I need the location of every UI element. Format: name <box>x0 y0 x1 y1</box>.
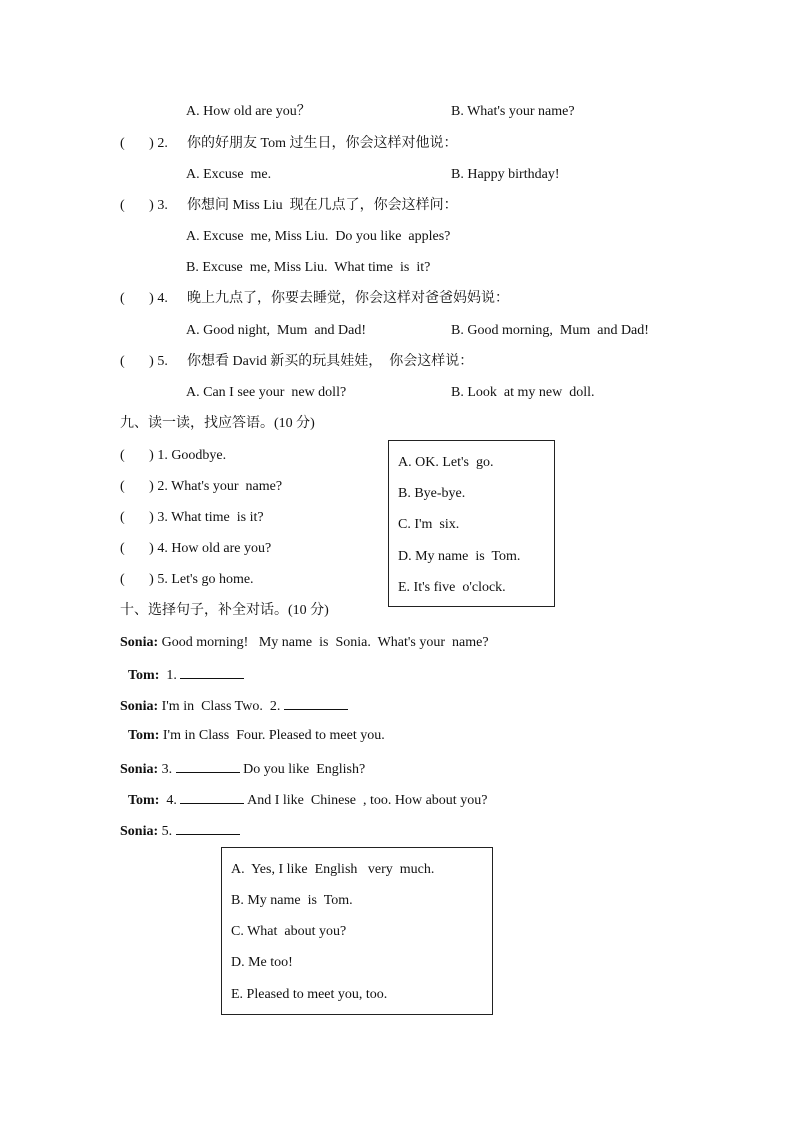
answer-blank[interactable] <box>180 665 244 679</box>
s9-option: D. My name is Tom. <box>398 549 521 564</box>
section10-heading: 十、选择句子，补全对话。(10 分) <box>120 603 329 618</box>
q5-option-b: B. Look at my new doll. <box>451 385 595 400</box>
dialogue-line <box>120 821 240 841</box>
s9-question: ( ) 4. How old are you? <box>120 541 272 556</box>
q1-option-b: B. What's your name? <box>451 104 575 119</box>
dialogue-text: 4. <box>166 793 181 808</box>
speaker: Sonia: <box>120 635 159 650</box>
s9-options-box <box>388 440 555 607</box>
q2-option-b: B. Happy birthday! <box>451 167 560 182</box>
q5-option-a: A. Can I see your new doll? <box>186 385 347 400</box>
s9-question: ( ) 5. Let's go home. <box>120 572 254 587</box>
q2-stem: 你的好朋友 Tom 过生日，你会这样对他说： <box>187 136 458 151</box>
dialogue-line <box>120 696 348 716</box>
dialogue-line <box>128 790 487 810</box>
s9-option: E. It's five o'clock. <box>398 580 506 595</box>
s9-question: ( ) 2. What's your name? <box>120 479 283 494</box>
q5-stem: 你想看 David 新买的玩具娃娃， 你会这样说： <box>187 354 474 369</box>
s10-option: E. Pleased to meet you, too. <box>231 987 388 1002</box>
dialogue-line <box>120 759 365 779</box>
answer-blank[interactable] <box>180 790 244 804</box>
q4-number: ( ) 4. <box>120 291 168 306</box>
answer-blank[interactable] <box>176 759 240 773</box>
q3-option-a: A. Excuse me, Miss Liu. Do you like apples? <box>186 229 451 244</box>
dialogue-line <box>128 727 385 745</box>
dialogue-line <box>128 665 244 685</box>
speaker: Sonia: <box>120 699 159 714</box>
dialogue-text: Do you like English? <box>239 762 366 777</box>
s10-options-box <box>221 847 493 1015</box>
dialogue-text: 1. <box>166 668 181 683</box>
speaker: Sonia: <box>120 824 159 839</box>
q4-option-a: A. Good night, Mum and Dad! <box>186 323 367 338</box>
dialogue-text: And I like Chinese , too. How about you? <box>244 793 488 808</box>
dialogue-text: 5. <box>161 824 176 839</box>
q3-option-b: B. Excuse me, Miss Liu. What time is it? <box>186 260 431 275</box>
answer-blank[interactable] <box>284 696 348 710</box>
s9-question: ( ) 1. Goodbye. <box>120 448 227 463</box>
speaker: Sonia: <box>120 762 159 777</box>
s9-option: C. I'm six. <box>398 517 460 532</box>
s10-option: B. My name is Tom. <box>231 893 353 908</box>
q4-stem: 晚上九点了，你要去睡觉，你会这样对爸爸妈妈说： <box>187 291 509 306</box>
dialogue-text: I'm in Class Two. 2. <box>161 699 284 714</box>
dialogue-text: Good morning! My name is Sonia. What's your name? <box>161 635 489 650</box>
q4-option-b: B. Good morning, Mum and Dad! <box>451 323 649 338</box>
q3-stem: 你想问 Miss Liu 现在几点了，你会这样问： <box>187 198 458 213</box>
dialogue-line <box>120 634 489 652</box>
s9-question: ( ) 3. What time is it? <box>120 510 264 525</box>
q2-number: ( ) 2. <box>120 136 168 151</box>
speaker: Tom: <box>128 793 160 808</box>
s9-option: B. Bye-bye. <box>398 486 466 501</box>
q5-number: ( ) 5. <box>120 354 168 369</box>
dialogue-text: I'm in Class Four. Pleased to meet you. <box>162 728 385 743</box>
speaker: Tom: <box>128 668 160 683</box>
s10-option: C. What about you? <box>231 924 347 939</box>
q3-number: ( ) 3. <box>120 198 168 213</box>
s10-option: A. Yes, I like English very much. <box>231 862 435 877</box>
q2-option-a: A. Excuse me. <box>186 167 272 182</box>
section9-heading: 九、读一读，找应答语。(10 分) <box>120 416 315 431</box>
answer-blank[interactable] <box>176 821 240 835</box>
dialogue-text: 3. <box>161 762 176 777</box>
s10-option: D. Me too! <box>231 955 293 970</box>
speaker: Tom: <box>128 728 160 743</box>
q1-option-a: A. How old are you？ <box>186 104 311 119</box>
s9-option: A. OK. Let's go. <box>398 455 494 470</box>
